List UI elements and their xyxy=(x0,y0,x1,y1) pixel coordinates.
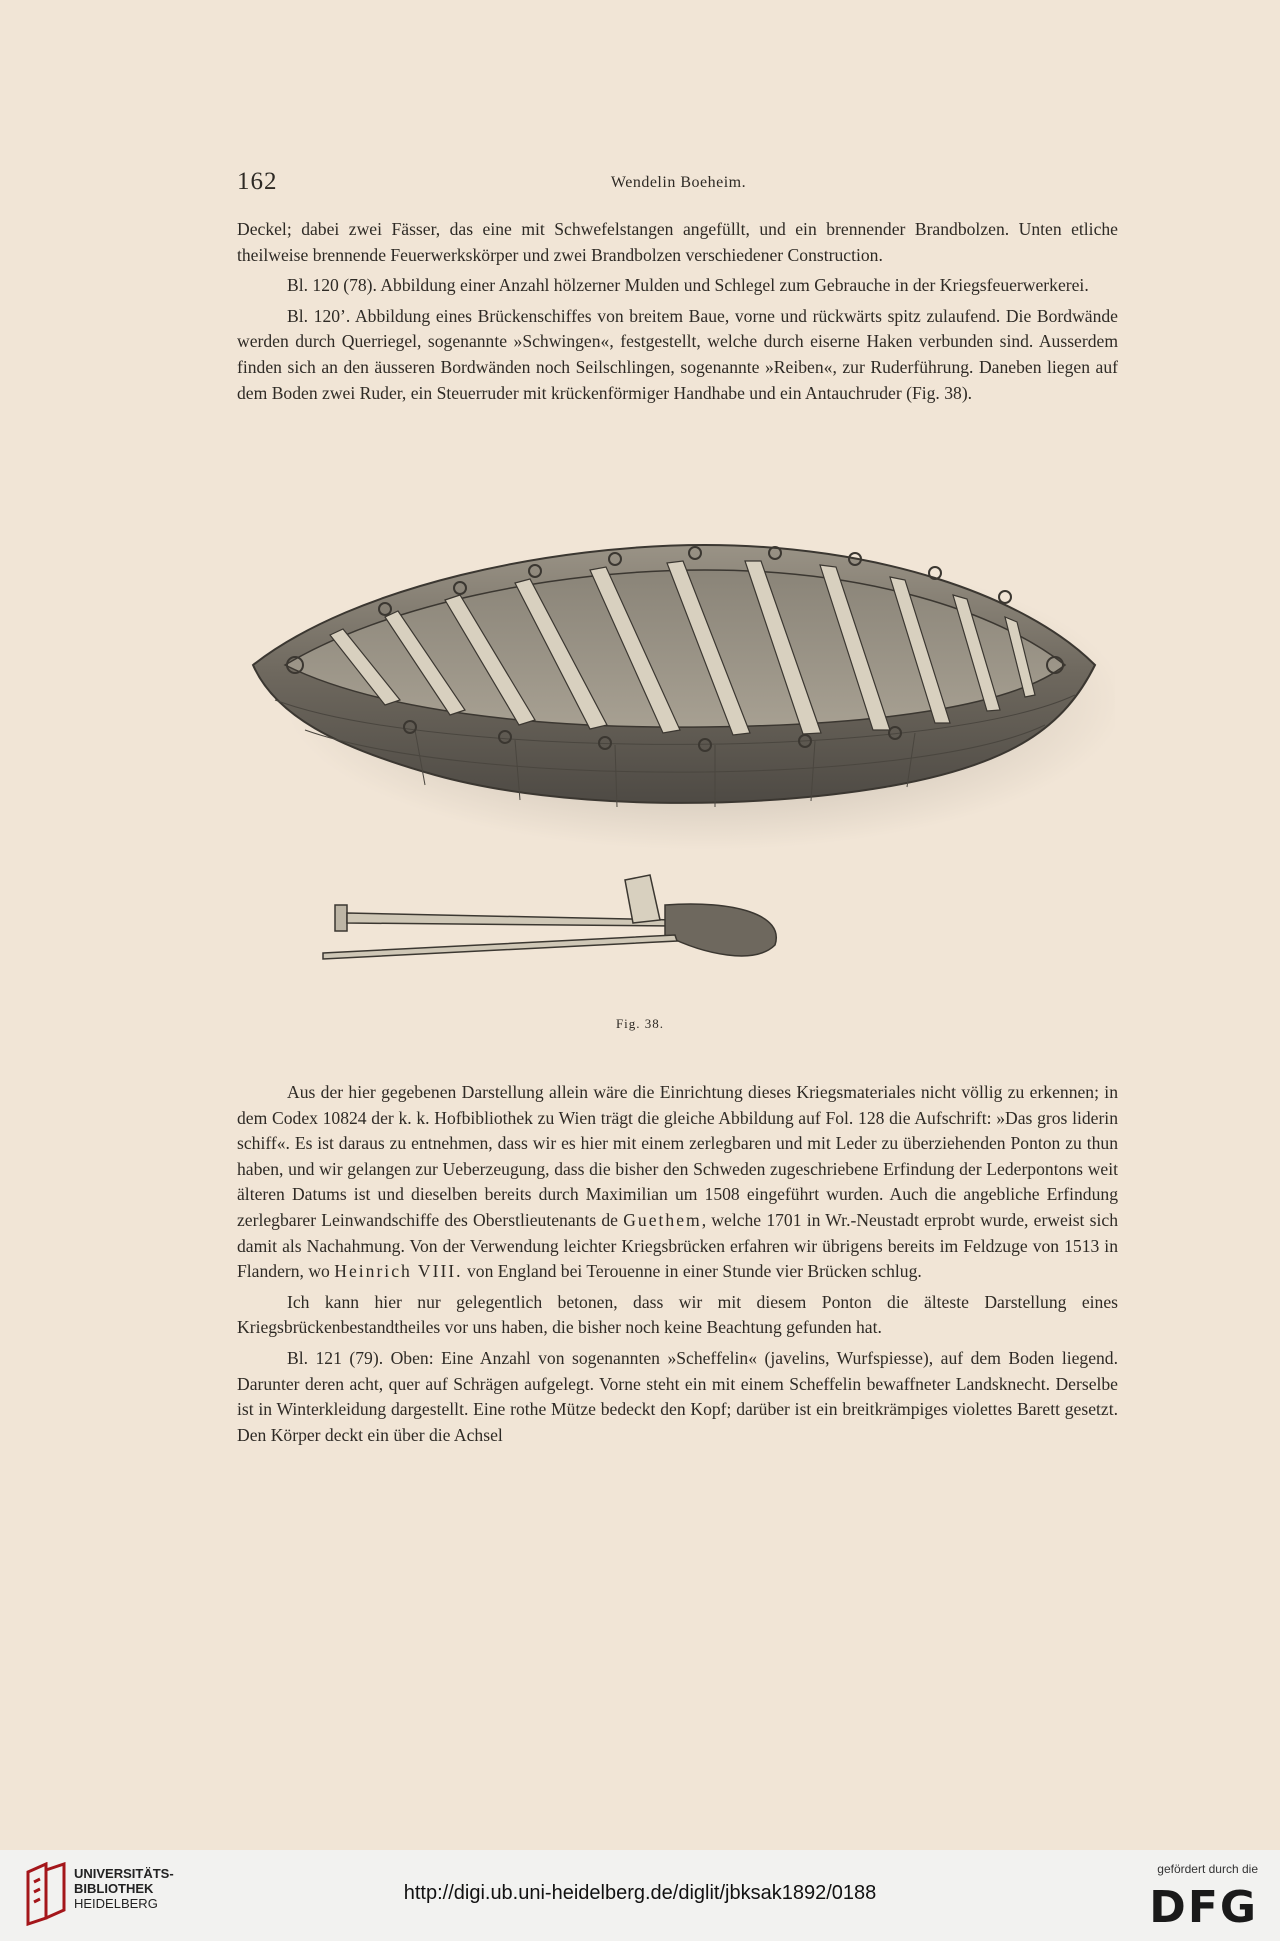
dfg-logo[interactable]: DFG xyxy=(1149,1882,1258,1933)
figure-caption: Fig. 38. xyxy=(615,1016,665,1031)
library-name-line: BIBLIOTHEK xyxy=(74,1881,154,1896)
name-guethem: Guethem xyxy=(623,1209,702,1230)
paragraph-bl-121: Bl. 121 (79). Oben: Eine Anzahl von sogenannten »Scheffelin« (javelins, Wurfspiesse), auf dem Boden liegend. Darunter deren acht, quer auf Schrägen aufgelegt. Vorne steht ein mit einem Scheffelin bewaffneter Landsknecht. Derselbe ist in Winterkleidung dargestellt. Eine rothe Mütze bedeckt den Kopf; darüber ist ein breitkrämpiges violettes Barett gesetzt. Den Körper deckt ein über die Achsel xyxy=(237,1347,1118,1445)
paddle-oar xyxy=(323,935,677,959)
figure-pontoon-boat xyxy=(235,525,1115,995)
paragraph-remark: Ich kann hier nur gelegentlich betonen, dass wir mit diesem Ponton die älteste Darstellung eines Kriegsbrückenbestandtheiles vor uns haben, die bisher noch keine Beachtung gefunden hat. xyxy=(237,1291,1118,1338)
steering-oar xyxy=(347,913,675,926)
funding-note: gefördert durch die xyxy=(1157,1862,1258,1876)
body-text-bottom xyxy=(237,1080,1118,1453)
name-heinrich: Heinrich VIII. xyxy=(334,1261,463,1282)
text-run: von England bei Terouenne in einer Stunde vier Brücken schlug. xyxy=(466,1261,922,1282)
library-name-line: UNIVERSITÄTS- xyxy=(74,1866,174,1881)
paragraph-bl-120-prime: Bl. 120’. Abbildung eines Brückenschiffes von breitem Baue, vorne und rückwärts spitz zulaufend. Die Bordwände werden durch Querriegel, sogenannte »Schwingen«, festgestellt, welche durch eiserne Haken verbunden sind. Ausserdem finden sich an den äusseren Bordwänden noch Seilschlingen, sogenannte »Reiben«, zur Ruderführung. Daneben liegen auf dem Boden zwei Ruder, ein Steuerruder mit krückenförmiger Handhabe und ein Antauchruder (Fig. 38). xyxy=(237,305,1118,403)
paragraph-analysis xyxy=(237,1080,1118,1285)
library-name-line: HEIDELBERG xyxy=(74,1896,158,1911)
permalink-url[interactable]: http://digi.ub.uni-heidelberg.de/diglit/jbksak1892/0188 xyxy=(403,1882,877,1904)
text-run: , welche 1701 in Wr.-Neustadt erprobt wurde, erweist sich damit als Nachahmung. Von der Verwendung leichter Kriegsbrücken erfahren wir übrigens bereits im Feldzuge von 1513 in Flandern, wo xyxy=(237,1209,1118,1282)
paddle-blade xyxy=(625,875,660,923)
running-title: Wendelin Boeheim. xyxy=(610,174,747,191)
footer-bar xyxy=(0,1850,1280,1941)
oar-blade xyxy=(665,904,776,956)
steering-oar-handle xyxy=(335,905,347,931)
running-head xyxy=(237,168,1120,198)
paragraph-bl-120: Bl. 120 (78). Abbildung einer Anzahl hölzerner Mulden und Schlegel zum Gebrauche in der Kriegsfeuerwerkerei. xyxy=(287,275,1089,296)
text-run: Aus der hier gegebenen Darstellung allein wäre die Einrichtung dieses Kriegsmateriales nicht völlig zu erkennen; in dem Codex 10824 der k. k. Hofbibliothek zu Wien trägt die gleiche Abbildung auf Fol. 128 die Aufschrift: »Das gros liderin schiff«. Es ist daraus zu entnehmen, dass wir es hier mit einem zerlegbaren und mit Leder zu überziehenden Ponton zu thun haben, und wir gelangen zur Ueberzeugung, dass die bisher den Schweden zugeschriebene Erfindung der Lederpontons weit älteren Datums ist und dieselben bereits durch Maximilian um 1508 eingeführt wurden. Auch die angebliche Erfindung zerlegbarer Leinwandschiffe des Oberstlieutenants de xyxy=(237,1082,1118,1230)
body-text-top xyxy=(237,217,1118,411)
page-number: 162 xyxy=(237,168,278,195)
paragraph-continuation: Deckel; dabei zwei Fässer, das eine mit Schwefelstangen angefüllt, und ein brennender Brandbolzen. Unten etliche theilweise brennende Feuerwerkskörper und zwei Brandbolzen verschiedener Construction. xyxy=(237,219,1118,265)
oars xyxy=(323,875,776,959)
